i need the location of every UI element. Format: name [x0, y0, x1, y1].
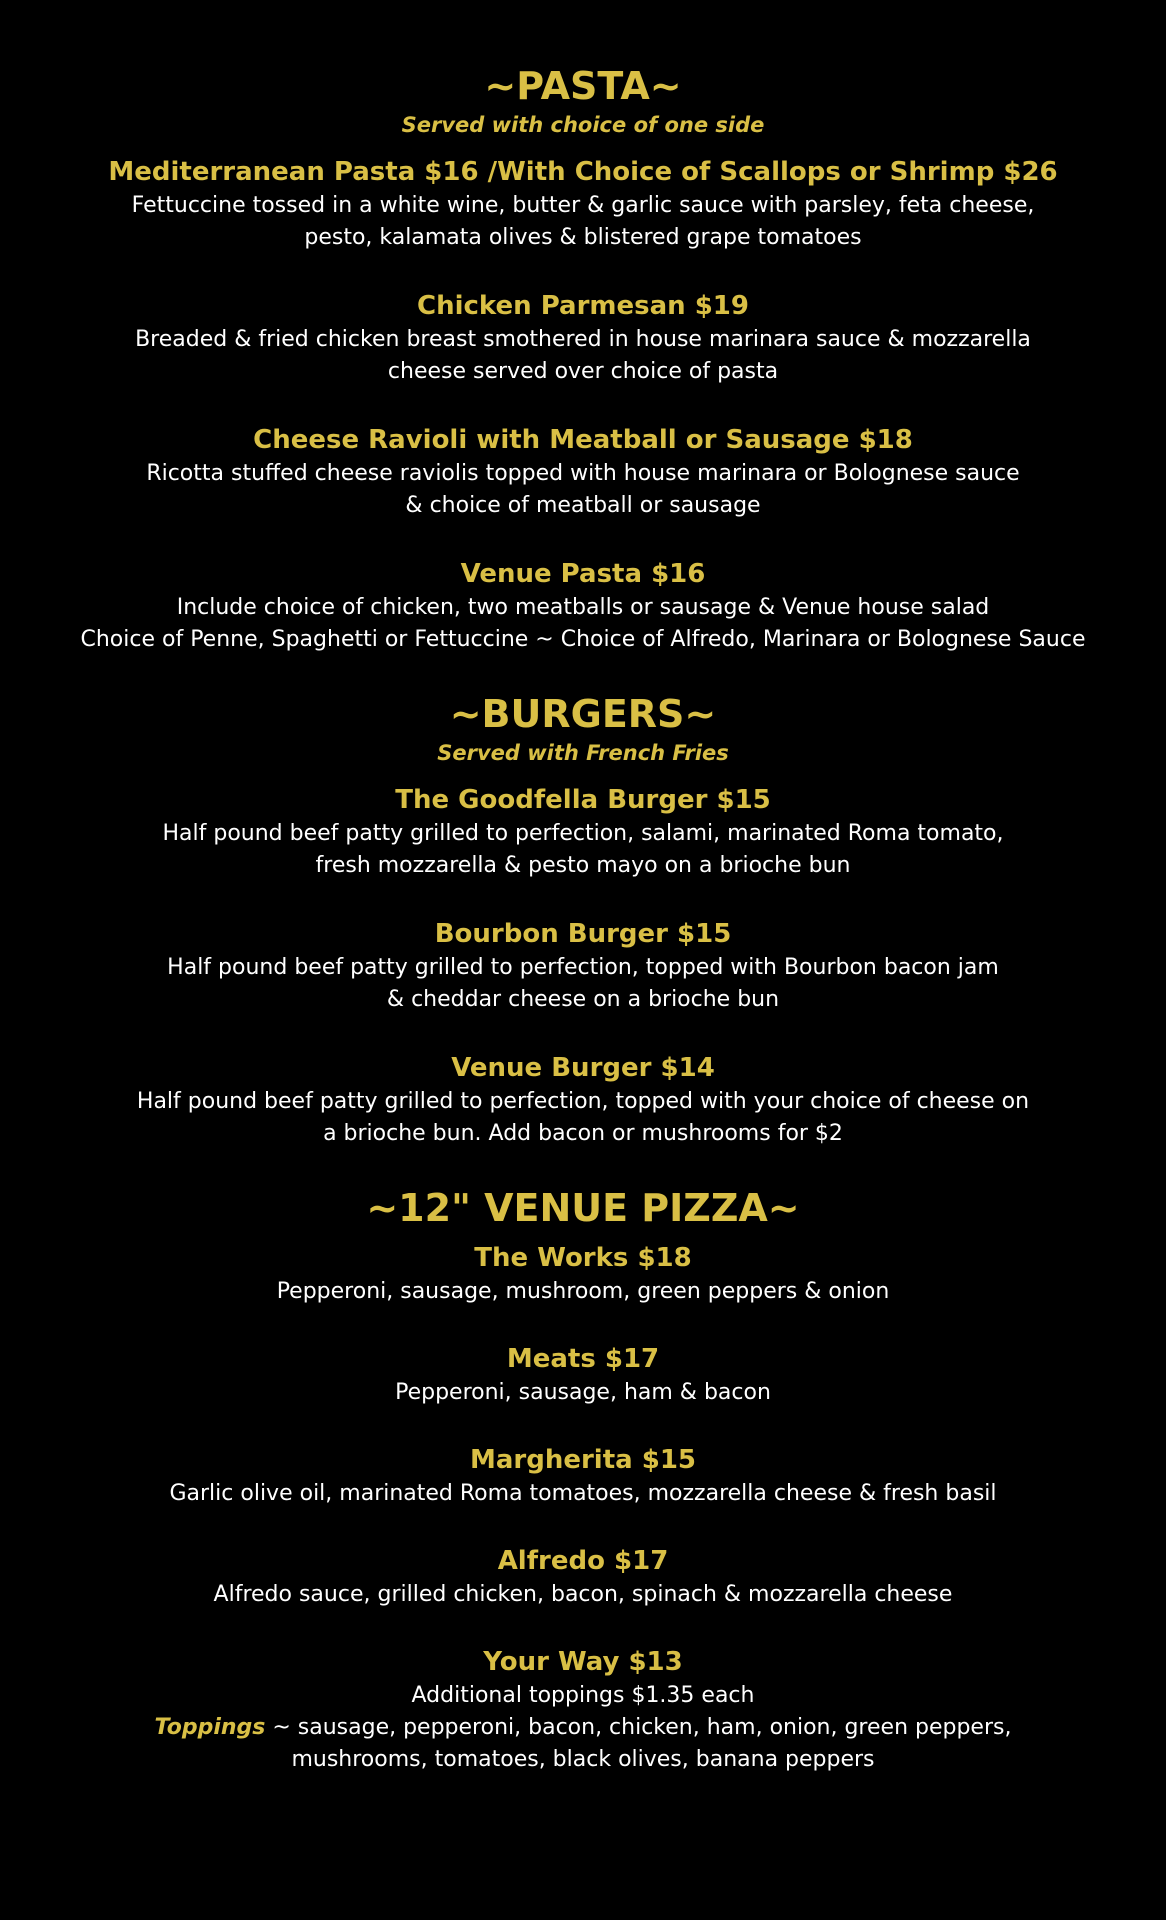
pasta-section-title: ~PASTA~: [484, 64, 682, 108]
item-title: Your Way $13: [483, 1647, 683, 1677]
item-title: Alfredo $17: [497, 1546, 669, 1576]
pizza-section: [0, 1184, 1166, 1776]
menu-item-bourbon-burger: [0, 916, 1166, 1016]
item-description: [0, 1086, 1166, 1150]
toppings-line: mushrooms, tomatoes, black olives, banana peppers: [291, 1747, 875, 1772]
item-description-line: Half pound beef patty grilled to perfection, salami, marinated Roma tomato,: [162, 821, 1004, 846]
item-description: [0, 324, 1166, 388]
menu-item-cheese-ravioli: [0, 422, 1166, 522]
item-description-line: pesto, kalamata olives & blistered grape tomatoes: [304, 225, 862, 250]
burgers-section-subtitle: Served with French Fries: [437, 741, 729, 765]
pizza-section-title: ~12" VENUE PIZZA~: [366, 1186, 800, 1230]
menu-item-meats: [0, 1341, 1166, 1409]
item-description-line: Half pound beef patty grilled to perfection, topped with your choice of cheese on: [136, 1089, 1030, 1114]
menu-item-venue-pasta: [0, 556, 1166, 656]
item-description: Alfredo sauce, grilled chicken, bacon, spinach & mozzarella cheese: [213, 1582, 953, 1607]
item-description-line: fresh mozzarella & pesto mayo on a brioche bun: [315, 853, 851, 878]
item-description: Pepperoni, sausage, mushroom, green peppers & onion: [276, 1279, 890, 1304]
item-title: Margherita $15: [469, 1445, 697, 1475]
item-description: [0, 458, 1166, 522]
item-description: Pepperoni, sausage, ham & bacon: [395, 1380, 771, 1405]
item-title: Venue Burger $14: [451, 1053, 715, 1083]
menu-item-alfredo: [0, 1543, 1166, 1611]
menu-item-your-way: [0, 1644, 1166, 1776]
toppings-line: ~ sausage, pepperoni, bacon, chicken, ham, onion, green peppers,: [265, 1715, 1012, 1740]
item-description-line: Breaded & fried chicken breast smothered in house marinara sauce & mozzarella: [135, 327, 1031, 352]
item-description: [0, 190, 1166, 254]
menu-item-margherita: [0, 1442, 1166, 1510]
burgers-section-title: ~BURGERS~: [449, 692, 717, 736]
item-title: The Works $18: [474, 1243, 692, 1273]
item-title: Venue Pasta $16: [460, 559, 706, 589]
item-title: Mediterranean Pasta $16 /With Choice of Scallops or Shrimp $26: [108, 157, 1058, 187]
item-description-line: cheese served over choice of pasta: [387, 359, 779, 384]
item-description-line: Include choice of chicken, two meatballs or sausage & Venue house salad: [176, 595, 990, 620]
toppings-label: Toppings: [154, 1715, 266, 1740]
menu-item-mediterranean-pasta: [0, 154, 1166, 254]
burgers-section: [0, 690, 1166, 1150]
menu-item-the-works: [0, 1240, 1166, 1308]
item-description: [0, 818, 1166, 882]
item-description: [0, 592, 1166, 656]
item-description-line: & cheddar cheese on a brioche bun: [386, 987, 780, 1012]
item-description: Additional toppings $1.35 each: [411, 1683, 755, 1708]
pasta-section: [0, 62, 1166, 656]
item-description-line: Fettuccine tossed in a white wine, butter & garlic sauce with parsley, feta cheese,: [131, 193, 1035, 218]
pasta-section-subtitle: Served with choice of one side: [401, 113, 765, 137]
item-description-line: Choice of Penne, Spaghetti or Fettuccine ~ Choice of Alfredo, Marinara or Bolognese Sauce: [80, 627, 1086, 652]
item-description-line: Half pound beef patty grilled to perfection, topped with Bourbon bacon jam: [167, 955, 999, 980]
item-title: Bourbon Burger $15: [434, 919, 732, 949]
menu-item-chicken-parmesan: [0, 288, 1166, 388]
item-description-line: & choice of meatball or sausage: [405, 493, 761, 518]
item-title: The Goodfella Burger $15: [395, 785, 771, 815]
item-description: Garlic olive oil, marinated Roma tomatoes, mozzarella cheese & fresh basil: [169, 1481, 997, 1506]
menu-item-venue-burger: [0, 1050, 1166, 1150]
item-description-line: Ricotta stuffed cheese raviolis topped with house marinara or Bolognese sauce: [146, 461, 1020, 486]
item-title: Chicken Parmesan $19: [416, 291, 749, 321]
item-title: Cheese Ravioli with Meatball or Sausage $18: [253, 425, 913, 455]
menu-item-goodfella-burger: [0, 782, 1166, 882]
item-title: Meats $17: [506, 1344, 660, 1374]
item-description: [0, 952, 1166, 1016]
item-description-line: a brioche bun. Add bacon or mushrooms for $2: [323, 1121, 843, 1146]
toppings-list: [0, 1712, 1166, 1776]
